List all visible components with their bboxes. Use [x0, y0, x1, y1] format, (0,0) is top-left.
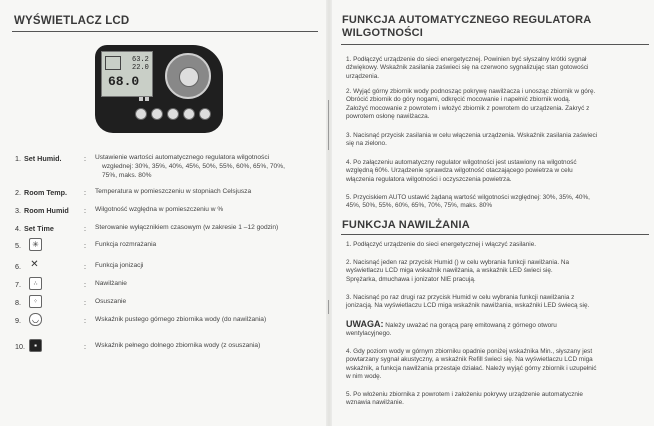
lcd-icon: [105, 56, 121, 70]
para-line: 2. Wyjąć górny zbiornik wody podnosząc pokrywę nawilżacza i unosząc zbiornik w górę.: [346, 88, 596, 95]
snowflake-icon: ✳: [29, 238, 42, 251]
item-number: 1.: [15, 154, 21, 163]
item-number: 10.: [15, 342, 25, 351]
dial-center: [179, 67, 199, 87]
para-line: powtarzany sygnał akustyczny, a wskaźnik Refill świeci się. Na wyświetlaczu LCD miga: [346, 356, 593, 364]
para-line: 3. Nacisnąć przycisk zasilania w celu włączenia urządzenia. Wskaźnik zasilania zaświeci: [346, 132, 598, 139]
item-number: 5.: [15, 241, 21, 250]
lcd-small-value-1: 63.2: [132, 56, 149, 64]
para-line: 5. Po włożeniu zbiornika z powrotem i założeniu pokrywy urządzenie automatycznie: [346, 391, 583, 398]
left-page: [0, 0, 325, 426]
paragraph: [346, 56, 588, 81]
section-header-auto-regulator: [342, 14, 591, 40]
para-line: włączenia regulatora wilgotności i oczyszczenia powietrza.: [346, 175, 512, 183]
para-line: Założyć mocowanie z powrotem i włożyć zbiornik z powrotem do urządzenia. Zakryć z: [346, 104, 590, 112]
crease-mark: [328, 100, 329, 150]
header-line: FUNKCJA AUTOMATYCZNEGO REGULATORA: [342, 14, 592, 26]
page-crease: [326, 0, 332, 426]
para-line: 5. Przyciskiem AUTO ustawić żądaną wartość wilgotności względnej: 30%, 35%, 40%,: [346, 194, 590, 201]
crease-mark: [328, 300, 329, 314]
item-colon: :: [84, 224, 86, 233]
device-lcd: [101, 51, 153, 97]
item-colon: :: [84, 280, 86, 289]
section-header-humidify: FUNKCJA NAWILŻANIA: [342, 219, 470, 231]
device-button: [151, 108, 163, 120]
para-line: urządzenia.: [346, 72, 380, 80]
paragraph: [346, 259, 569, 284]
dry-icon: ⁘: [29, 295, 42, 308]
para-line: wyświetlaczu LCD miga wskaźnik nawilżania, a wskaźnik LED świeci się.: [346, 267, 553, 275]
paragraph: [346, 194, 590, 211]
para-line: wskaźnik, a funkcja nawilżania przestaje działać. Należy wyjąć górny zbiornik i uzupełnić: [346, 364, 597, 372]
para-line: jonizacją. Na wyświetlaczu LCD miga wskaźnik nawilżania, wskaźniki LED świecą się.: [346, 302, 590, 310]
header-underline: [341, 234, 649, 235]
item-number: 2.: [15, 188, 21, 197]
para-line: 4. Po załączeniu automatyczny regulator wilgotności jest ustawiony na wilgotność: [346, 159, 577, 166]
para-line: wznawia nawilżanie.: [346, 399, 404, 407]
warning-note: [346, 320, 557, 339]
para-line: w nim wodę.: [346, 372, 382, 380]
paragraph: [346, 348, 596, 381]
item-description: Osuszanie: [95, 298, 127, 305]
para-line: Obrócić zbiornik do góry nogami, odkręcić mocowanie i napełnić zbiornik wodą.: [346, 96, 571, 104]
desc-line: Ustawienie wartości automatycznego regulatora wilgotności: [95, 154, 270, 161]
item-number: 3.: [15, 206, 21, 215]
device-control-dial: [165, 53, 211, 99]
item-colon: :: [84, 298, 86, 307]
item-description: Wskaźnik pustego górnego zbiornika wody (do nawilżania): [95, 316, 267, 323]
desc-line: 75%, maks. 80%: [102, 171, 152, 179]
paragraph: [346, 88, 595, 121]
warning-text: Należy uważać na gorącą parę emitowaną z górnego otworu: [383, 322, 557, 329]
device-button: [135, 108, 147, 120]
item-description: Funkcja jonizacji: [95, 262, 144, 269]
item-number: 7.: [15, 280, 21, 289]
item-colon: :: [84, 188, 86, 197]
tank-empty-icon: ◡: [29, 313, 42, 326]
item-number: 6.: [15, 262, 21, 271]
item-label: Room Temp.: [24, 188, 67, 197]
header-underline: [12, 31, 318, 32]
para-line: 45%, 50%, 55%, 60%, 65%, 70%, 75%, maks. 80%: [346, 202, 493, 210]
item-colon: :: [84, 206, 86, 215]
item-colon: :: [84, 241, 86, 250]
item-label: Set Time: [24, 224, 54, 233]
item-description: Wilgotność względna w pomieszczeniu w %: [95, 206, 224, 213]
item-description: [95, 154, 285, 180]
item-label: Set Humid.: [24, 154, 62, 163]
item-description: Temperatura w pomieszczeniu w stopniach Celsjusza: [95, 188, 252, 195]
item-colon: :: [84, 342, 86, 351]
lcd-small-value-2: 22.0: [132, 64, 149, 72]
paragraph: [346, 241, 536, 249]
device-illustration: [95, 45, 223, 133]
device-led: [145, 97, 149, 101]
tank-full-icon: ▪: [29, 339, 42, 352]
desc-line: wzglednej: 30%, 35%, 40%, 45%, 50%, 55%, 60%, 65%, 70%,: [102, 162, 285, 170]
para-line: powrotem osłonę nawilżacza.: [346, 112, 430, 120]
fan-icon: ✕: [30, 259, 39, 270]
para-line: się na zielono.: [346, 140, 387, 148]
item-number: 4.: [15, 224, 21, 233]
para-line: względną 60%. Urządzenie sprawdza wilgotność otaczającego powietrza w celu: [346, 167, 573, 175]
para-line: 3. Nacisnąć po raz drugi raz przycisk Humid w celu wybrania funkcji nawilżania z: [346, 294, 575, 301]
item-label: Room Humid: [24, 206, 69, 215]
section-header-lcd: WYŚWIETLACZ LCD: [14, 15, 130, 27]
header-line: WILGOTNOŚCI: [342, 27, 424, 39]
para-line: 1. Podłączyć urządzenie do sieci energetycznej. Powinien być słyszalny krótki sygnał: [346, 56, 587, 63]
item-description: Wskaźnik pełnego dolnego zbiornika wody (z osuszania): [95, 342, 261, 349]
paragraph: [346, 132, 597, 149]
paragraph: [346, 159, 577, 184]
item-description: Nawilżanie: [95, 280, 127, 287]
warning-label: UWAGA:: [346, 319, 384, 329]
right-page: [333, 0, 654, 426]
paragraph: [346, 294, 589, 311]
device-button: [167, 108, 179, 120]
device-button: [199, 108, 211, 120]
item-colon: :: [84, 316, 86, 325]
device-button: [183, 108, 195, 120]
para-line: Sprężarka, dmuchawa i jonizator NIE pracują.: [346, 275, 476, 283]
warning-text: wentylacyjnego.: [346, 330, 392, 338]
item-description: Sterowanie wyłącznikiem czasowym (w zakresie 1 –12 godzin): [95, 224, 279, 231]
item-colon: :: [84, 154, 86, 163]
paragraph: [346, 391, 583, 408]
para-line: 1. Podłączyć urządzenie do sieci energetycznej i włączyć zasilanie.: [346, 241, 537, 248]
item-number: 8.: [15, 298, 21, 307]
para-line: dźwiękowy. Wskaźnik zasilania zaświeci się na czerwono sygnalizując stan gotowości: [346, 64, 589, 72]
lcd-main-value: 68.0: [108, 74, 140, 89]
para-line: 2. Nacisnąć jeden raz przycisk Humid () w celu wybrania funkcji nawilżania. Na: [346, 259, 570, 266]
item-colon: :: [84, 262, 86, 271]
header-underline: [341, 44, 649, 45]
para-line: 4. Gdy poziom wody w górnym zbiorniku opadnie poniżej wskaźnika Min., słyszany jest: [346, 348, 593, 355]
humidify-icon: ∴: [29, 277, 42, 290]
item-number: 9.: [15, 316, 21, 325]
item-description: Funkcja rozmrażania: [95, 241, 157, 248]
device-led: [139, 97, 143, 101]
